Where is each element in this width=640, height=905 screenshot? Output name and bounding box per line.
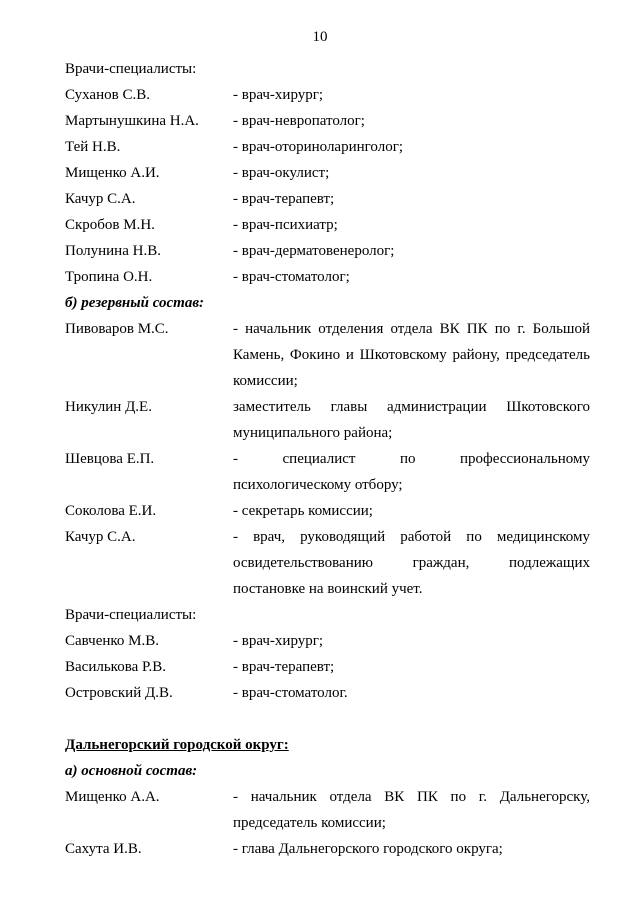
role-line: муниципального района; [233,425,393,441]
role-line: психологическому отбору; [233,477,403,493]
document-body [65,56,590,862]
list-item [65,628,590,654]
person-name: Савченко М.В. [65,633,160,649]
list-item [65,680,590,706]
person-role: - врач-терапевт; [233,659,335,675]
person-role [233,498,590,524]
person-role: - врач-окулист; [233,165,330,181]
list-item [65,108,590,134]
page-number: 10 [312,29,328,45]
district-title: Дальнегорский городской округ: [65,737,289,753]
role-line: комиссии; [233,373,298,389]
list-item [65,186,590,212]
role-line: освидетельствованию граждан, подлежащих [233,555,590,571]
person-name: Мищенко А.И. [65,165,160,181]
list-item [65,264,590,290]
person-name: Скробов М.Н. [65,217,155,233]
list-item [65,212,590,238]
person-role: - врач-хирург; [233,87,324,103]
person-role [233,446,590,498]
person-name: Никулин Д.Е. [65,399,152,415]
person-role [233,784,590,836]
person-role [233,316,590,394]
person-role: - врач-психиатр; [233,217,338,233]
spacer [65,706,590,732]
main-heading: а) основной состав: [65,763,198,779]
list-item [65,654,590,680]
list-item [65,524,590,602]
role-line: - начальник отдела ВК ПК по г. Дальнегорску, [233,789,590,805]
list-item [65,836,590,862]
role-line: - глава Дальнегорского городского округа; [233,841,503,857]
person-name: Мищенко А.А. [65,789,160,805]
list-item [65,160,590,186]
person-name: Тей Н.В. [65,139,121,155]
role-line: - врач, руководящий работой по медицинскому [233,529,590,545]
list-item [65,394,590,446]
person-name: Соколова Е.И. [65,503,157,519]
person-name: Суханов С.В. [65,87,150,103]
specialists-label: Врачи-специалисты: [65,607,197,623]
role-line: - специалист по профессиональному [233,451,590,467]
role-line: Камень, Фокино и Шкотовскому району, председатель [233,347,590,363]
person-role: - врач-оториноларинголог; [233,139,404,155]
person-role: - врач-терапевт; [233,191,335,207]
person-name: Мартынушкина Н.А. [65,113,199,129]
person-role [233,394,590,446]
list-item [65,316,590,394]
role-line: заместитель главы администрации Шкотовского [233,399,590,415]
person-role [233,836,590,862]
person-name: Шевцова Е.П. [65,451,155,467]
role-line: постановке на воинский учет. [233,581,423,597]
person-role: - врач-стоматолог; [233,269,350,285]
list-item [65,134,590,160]
reserve-heading: б) резервный состав: [65,295,205,311]
person-name: Сахута И.В. [65,841,142,857]
person-name: Пивоваров М.С. [65,321,169,337]
list-item [65,82,590,108]
role-line: председатель комиссии; [233,815,386,831]
person-role: - врач-хирург; [233,633,324,649]
person-role [233,524,590,602]
list-item [65,498,590,524]
person-name: Тропина О.Н. [65,269,153,285]
role-line: - начальник отделения отдела ВК ПК по г. Большой [233,321,590,337]
person-role: - врач-стоматолог. [233,685,348,701]
list-item [65,446,590,498]
person-name: Полунина Н.В. [65,243,161,259]
person-name: Островский Д.В. [65,685,173,701]
specialists-label: Врачи-специалисты: [65,61,197,77]
person-role: - врач-дерматовенеролог; [233,243,395,259]
list-item [65,784,590,836]
person-role: - врач-невропатолог; [233,113,365,129]
person-name: Качур С.А. [65,191,136,207]
list-item [65,238,590,264]
person-name: Василькова Р.В. [65,659,166,675]
role-line: - секретарь комиссии; [233,503,373,519]
person-name: Качур С.А. [65,529,136,545]
